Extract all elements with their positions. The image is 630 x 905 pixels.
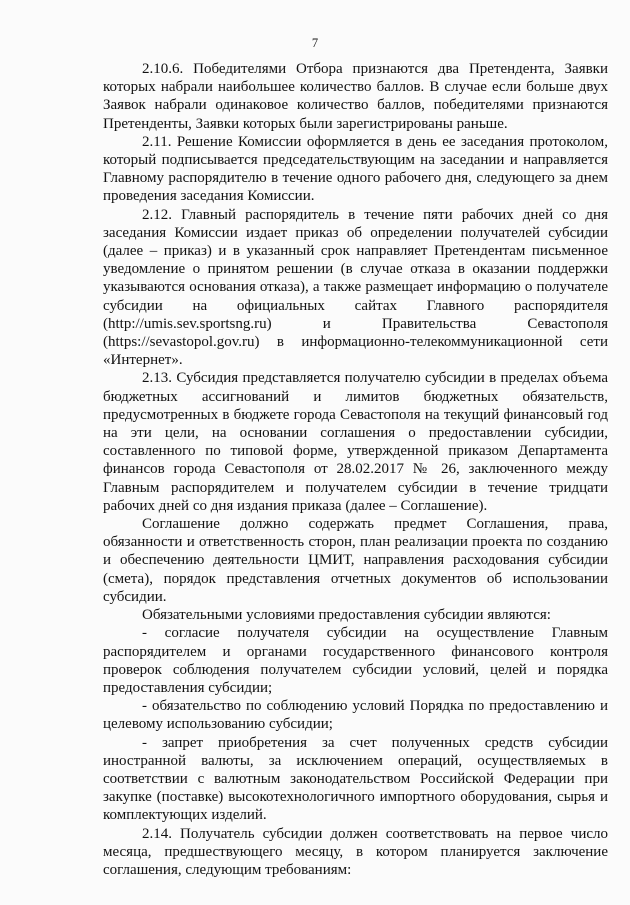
list-item-obligation: - обязательство по соблюдению условий Порядка по предоставлению и целевому использованию субсидии;: [103, 698, 608, 733]
document-body: [103, 60, 608, 879]
paragraph-agreement-contents: Соглашение должно содержать предмет Соглашения, права, обязанности и ответственность сторон, план реализации проекта по созданию и обеспечению деятельности ЦМИТ, направления расходования субсидии (смета), порядок представления отчетных документов об использовании субсидии.: [103, 516, 608, 605]
paragraph-2-10-6: 2.10.6. Победителями Отбора признаются два Претендента, Заявки которых набрали наибольшее количество баллов. В случае если больше двух Заявок набрали одинаковое количество баллов, победителями признаются Претенденты, Заявки которых были зарегистрированы раньше.: [103, 61, 608, 132]
list-item-currency-ban: - запрет приобретения за счет полученных средств субсидии иностранной валюты, за исключением операций, осуществляемых в соответствии с валютным законодательством Российской Федерации при закупке (поставке) высокотехнологичного импортного оборудования, сырья и комплектующих изделий.: [103, 734, 608, 824]
paragraph-2-12: 2.12. Главный распорядитель в течение пяти рабочих дней со дня заседания Комиссии издает приказ об определении получателей субсидии (далее – приказ) и в указанный срок направляет Претендентам письменное уведомление о принятом решении (в случае отказа в оказании поддержки указываются основания отказа), а также размещает информацию о получателе субсидии на официальных сайтах Главного распорядителя (http://umis.sev.sportsng.ru) и Правительства Севастополя (https://sevastopol.gov.ru) в информационно-телекоммуникационной сети «Интернет».: [103, 206, 608, 369]
paragraph-mandatory-conditions: Обязательными условиями предоставления субсидии являются:: [142, 607, 551, 624]
paragraph-2-14: 2.14. Получатель субсидии должен соответствовать на первое число месяца, предшествующего месяцу, в котором планируется заключение соглашения, следующим требованиям:: [103, 825, 608, 878]
paragraph-2-11: 2.11. Решение Комиссии оформляется в день ее заседания протоколом, который подписывается председательствующим на заседании и направляется Главному распорядителю в течение одного рабочего дня, следующего за днем проведения заседания Комиссии.: [103, 133, 608, 205]
list-item-consent: - согласие получателя субсидии на осуществление Главным распорядителем и органами государственного финансового контроля проверок соблюдения получателем субсидии условий, целей и порядка предоставления субсидии;: [103, 625, 608, 696]
paragraph-2-13: 2.13. Субсидия представляется получателю субсидии в пределах объема бюджетных ассигнований и лимитов бюджетных обязательств, предусмотренных в бюджете города Севастополя на текущий финансовый год на эти цели, на основании соглашения о предоставлении субсидии, составленного по типовой форме, утвержденной приказом Департамента финансов города Севастополя от 28.02.2017 № 26, заключенного между Главным распорядителем и получателем субсидии в течение тридцати рабочих дней со дня издания приказа (далее – Соглашение).: [103, 370, 608, 514]
page-number: 7: [311, 36, 319, 50]
